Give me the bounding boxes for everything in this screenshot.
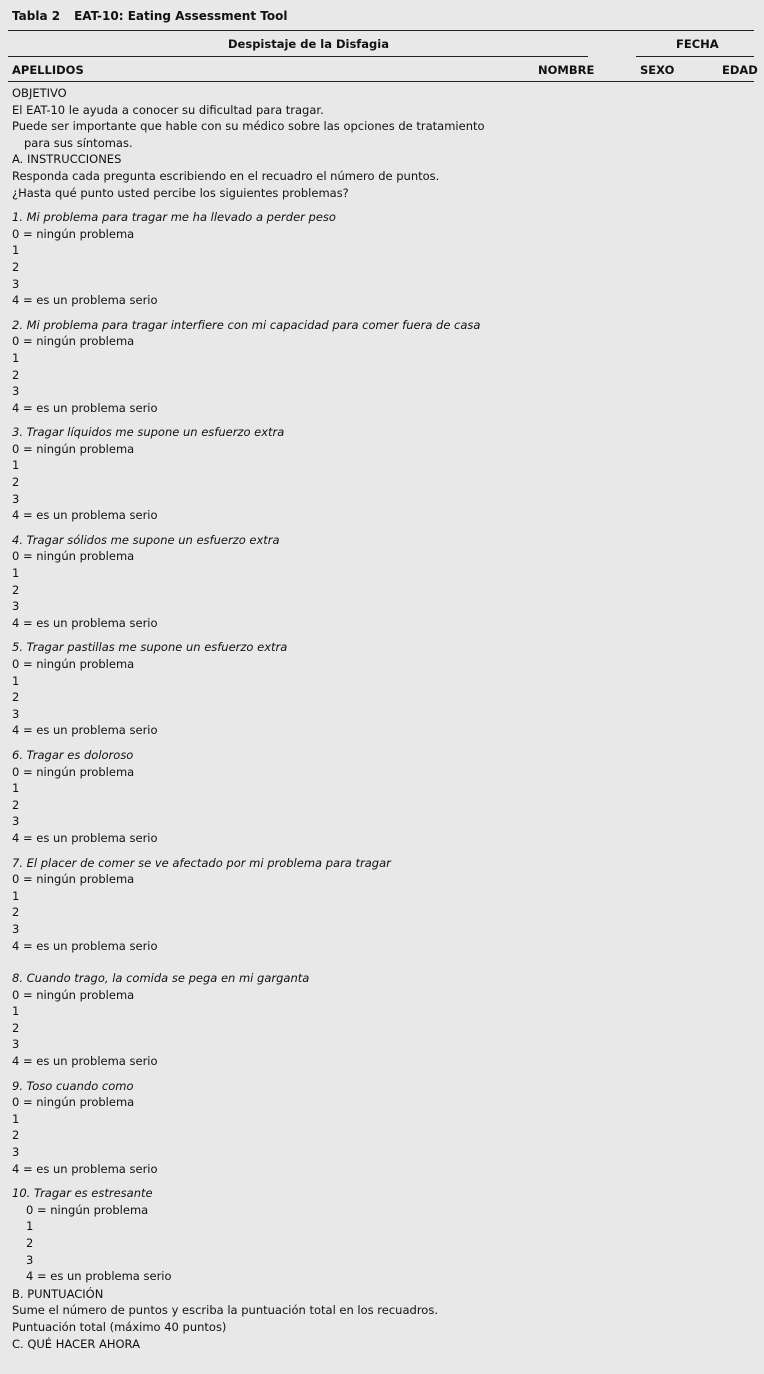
question-block — [12, 1078, 754, 1178]
answer-option: 2 — [12, 905, 20, 920]
answer-option: 3 — [12, 599, 20, 614]
answer-option: 1 — [12, 1004, 20, 1019]
answer-option: 0 = ningún problema — [12, 334, 135, 349]
answer-option: 2 — [12, 1128, 20, 1143]
question-block — [12, 209, 754, 309]
answer-option: 1 — [12, 458, 20, 473]
answer-option: 0 = ningún problema — [12, 549, 135, 564]
answer-option: 2 — [12, 797, 20, 812]
question-text: 5. Tragar pastillas me supone un esfuerzo extra — [12, 640, 288, 655]
answer-option: 2 — [26, 1236, 34, 1250]
answer-option: 4 = es un problema serio — [12, 400, 158, 415]
header-rule-left — [8, 56, 588, 57]
question-text: 6. Tragar es doloroso — [12, 747, 134, 762]
answer-option: 4 = es un problema serio — [12, 1161, 158, 1176]
answer-option: 1 — [12, 888, 20, 903]
instructions-line-1: Responda cada pregunta escribiendo en el recuadro el número de puntos. — [12, 168, 440, 183]
edad-label: EDAD — [722, 63, 758, 77]
header-rule-right — [636, 56, 754, 57]
table-caption — [12, 8, 287, 25]
question-block — [12, 639, 754, 739]
answer-option: 3 — [26, 1252, 34, 1267]
answer-option: 2 — [12, 582, 20, 597]
table-title: EAT-10: Eating Assessment Tool — [74, 9, 288, 23]
question-text: 7. El placer de comer se ve afectado por mi problema para tragar — [12, 855, 391, 870]
answer-option: 3 — [12, 384, 20, 399]
screening-title: Despistaje de la Disfagia — [228, 37, 389, 51]
form-body — [12, 85, 754, 1352]
answer-option: 3 — [12, 921, 20, 936]
answer-option: 2 — [12, 475, 20, 490]
answer-option: 3 — [12, 706, 20, 721]
question-block — [12, 532, 754, 632]
answer-option: 3 — [12, 1037, 20, 1052]
scoring-heading: B. PUNTUACIÓN — [12, 1286, 104, 1301]
question-block — [12, 1185, 754, 1285]
answer-option: 1 — [12, 566, 20, 581]
objective-line-1: El EAT-10 le ayuda a conocer su dificultad para tragar. — [12, 102, 324, 117]
answer-option: 2 — [12, 259, 20, 274]
answer-option: 0 = ningún problema — [12, 1095, 135, 1110]
answer-option: 0 = ningún problema — [12, 987, 135, 1002]
next-steps-heading: C. QUÉ HACER AHORA — [12, 1336, 140, 1351]
question-block — [12, 747, 754, 847]
objective-heading: OBJETIVO — [12, 86, 67, 100]
scoring-line-2: Puntuación total (máximo 40 puntos) — [12, 1319, 227, 1334]
instructions-line-2: ¿Hasta qué punto usted percibe los siguientes problemas? — [12, 185, 349, 200]
objective-line-3: para sus síntomas. — [24, 135, 133, 150]
answer-option: 4 = es un problema serio — [12, 938, 158, 953]
header-bottom-rule — [8, 81, 754, 82]
objective-line-2: Puede ser importante que hable con su médico sobre las opciones de tratamiento — [12, 119, 485, 134]
answer-option: 1 — [12, 243, 20, 258]
sexo-label: SEXO — [640, 63, 675, 77]
answer-option: 0 = ningún problema — [12, 657, 135, 671]
answer-option: 1 — [12, 1111, 20, 1126]
answer-option: 1 — [12, 781, 20, 796]
question-list — [12, 209, 754, 1286]
question-block — [12, 424, 754, 524]
question-text: 1. Mi problema para tragar me ha llevado a perder peso — [12, 210, 336, 225]
fecha-label: FECHA — [676, 37, 719, 51]
answer-option: 0 = ningún problema — [26, 1202, 149, 1217]
answer-option: 3 — [12, 491, 20, 506]
answer-option: 1 — [12, 350, 20, 365]
answer-option: 1 — [12, 673, 20, 688]
answer-option: 4 = es un problema serio — [12, 293, 158, 308]
question-text: 4. Tragar sólidos me supone un esfuerzo extra — [12, 532, 280, 547]
apellidos-label: APELLIDOS — [12, 63, 84, 77]
answer-option: 4 = es un problema serio — [12, 830, 158, 845]
answer-option: 4 = es un problema serio — [12, 723, 158, 738]
answer-option: 4 = es un problema serio — [12, 615, 158, 630]
answer-option: 0 = ningún problema — [12, 764, 135, 779]
question-block — [12, 970, 754, 1070]
answer-option: 3 — [12, 814, 20, 829]
answer-option: 2 — [12, 367, 20, 382]
question-text: 8. Cuando trago, la comida se pega en mi garganta — [12, 971, 310, 986]
scoring-line-1: Sume el número de puntos y escriba la puntuación total en los recuadros. — [12, 1303, 438, 1318]
table-number: Tabla 2 — [12, 9, 61, 23]
answer-option: 0 = ningún problema — [12, 441, 135, 456]
answer-option: 0 = ningún problema — [12, 872, 135, 887]
question-text: 9. Toso cuando como — [12, 1078, 134, 1093]
answer-option: 3 — [12, 1145, 20, 1160]
answer-option: 2 — [12, 690, 20, 705]
answer-option: 3 — [12, 276, 20, 291]
question-block — [12, 317, 754, 417]
question-text: 2. Mi problema para tragar interfiere con mi capacidad para comer fuera de casa — [12, 317, 481, 332]
question-text: 10. Tragar es estresante — [12, 1186, 153, 1201]
answer-option: 1 — [26, 1219, 34, 1234]
instructions-heading: A. INSTRUCCIONES — [12, 152, 122, 167]
answer-option: 4 = es un problema serio — [12, 1054, 158, 1069]
answer-option: 4 = es un problema serio — [26, 1269, 172, 1284]
question-block — [12, 855, 754, 955]
answer-option: 2 — [12, 1020, 20, 1035]
question-text: 3. Tragar líquidos me supone un esfuerzo extra — [12, 425, 285, 440]
top-rule — [8, 30, 754, 31]
answer-option: 0 = ningún problema — [12, 226, 135, 241]
nombre-label: NOMBRE — [538, 63, 595, 77]
answer-option: 4 = es un problema serio — [12, 508, 158, 523]
